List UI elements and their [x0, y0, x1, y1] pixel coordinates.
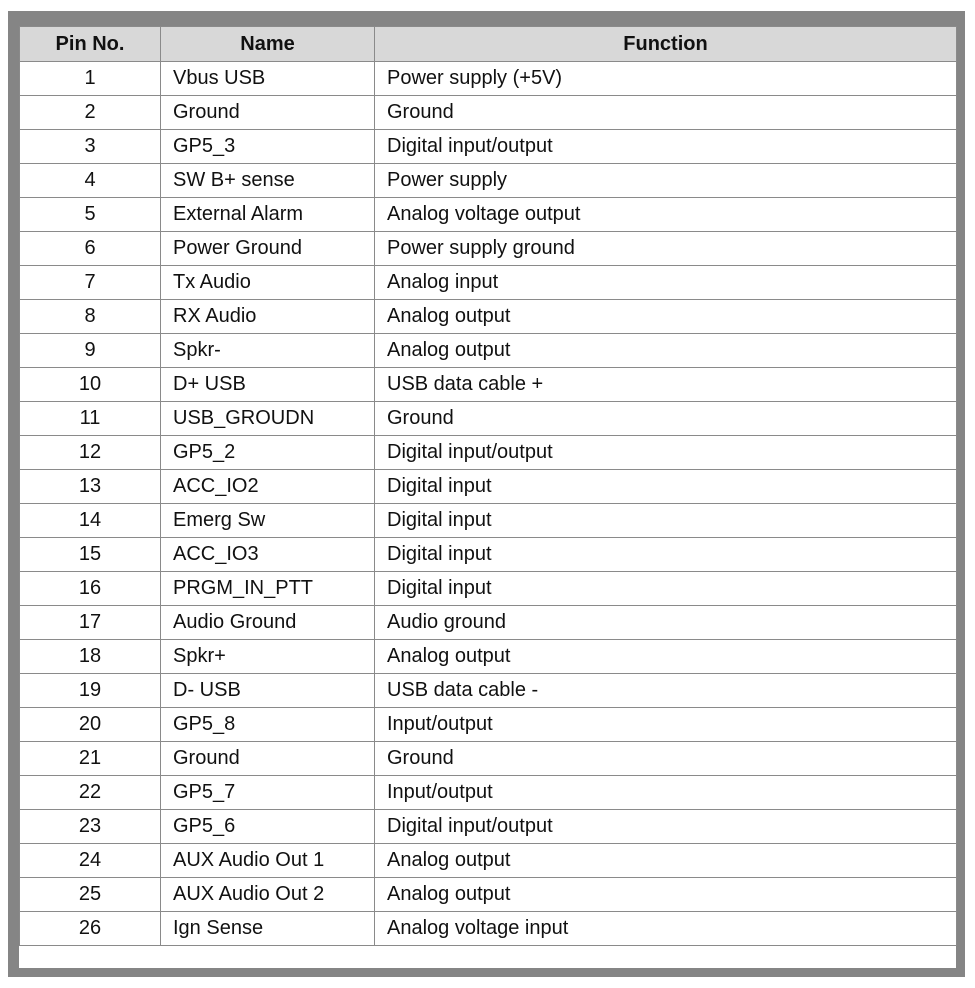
pin-number-cell: 11	[20, 402, 161, 436]
pin-function-cell: Digital input	[375, 504, 957, 538]
pin-function-cell: Input/output	[375, 708, 957, 742]
pin-function-cell: Power supply (+5V)	[375, 62, 957, 96]
pin-number-cell: 17	[20, 606, 161, 640]
pin-number-cell: 7	[20, 266, 161, 300]
table-row	[20, 198, 957, 232]
pin-number-cell: 14	[20, 504, 161, 538]
pin-name-cell: ACC_IO2	[161, 470, 375, 504]
pin-name-cell: AUX Audio Out 2	[161, 878, 375, 912]
table-row	[20, 470, 957, 504]
pin-number-cell: 9	[20, 334, 161, 368]
pin-number-cell: 6	[20, 232, 161, 266]
table-row	[20, 708, 957, 742]
table-row	[20, 368, 957, 402]
pin-name-cell: Audio Ground	[161, 606, 375, 640]
pin-function-cell: Digital input/output	[375, 810, 957, 844]
pin-function-cell: Analog input	[375, 266, 957, 300]
pin-name-cell: USB_GROUDN	[161, 402, 375, 436]
pin-number-cell: 8	[20, 300, 161, 334]
pin-name-cell: GP5_3	[161, 130, 375, 164]
pin-function-cell: Analog output	[375, 334, 957, 368]
pin-name-cell: Ground	[161, 742, 375, 776]
pin-name-cell: PRGM_IN_PTT	[161, 572, 375, 606]
pinout-table	[19, 26, 957, 946]
pin-number-cell: 25	[20, 878, 161, 912]
table-header	[20, 27, 957, 62]
table-row	[20, 62, 957, 96]
table-row	[20, 334, 957, 368]
pin-number-cell: 13	[20, 470, 161, 504]
table-row	[20, 606, 957, 640]
pin-number-cell: 16	[20, 572, 161, 606]
header-row	[20, 27, 957, 62]
table-row	[20, 742, 957, 776]
table-row	[20, 130, 957, 164]
pin-function-cell: USB data cable -	[375, 674, 957, 708]
pin-name-cell: SW B+ sense	[161, 164, 375, 198]
pin-name-cell: RX Audio	[161, 300, 375, 334]
pin-number-cell: 21	[20, 742, 161, 776]
table-row	[20, 912, 957, 946]
pin-number-cell: 24	[20, 844, 161, 878]
table-body	[20, 62, 957, 946]
pin-number-cell: 26	[20, 912, 161, 946]
pin-name-cell: D- USB	[161, 674, 375, 708]
pin-function-cell: Analog output	[375, 844, 957, 878]
table-row	[20, 844, 957, 878]
pin-number-cell: 22	[20, 776, 161, 810]
pin-name-cell: External Alarm	[161, 198, 375, 232]
pin-function-cell: Ground	[375, 402, 957, 436]
table-row	[20, 300, 957, 334]
pin-name-cell: Power Ground	[161, 232, 375, 266]
pin-number-cell: 12	[20, 436, 161, 470]
table-row	[20, 878, 957, 912]
pin-name-cell: Spkr-	[161, 334, 375, 368]
table-row	[20, 436, 957, 470]
pin-function-cell: Analog voltage input	[375, 912, 957, 946]
pin-name-cell: Ign Sense	[161, 912, 375, 946]
table-row	[20, 572, 957, 606]
table-row	[20, 538, 957, 572]
pin-name-cell: Vbus USB	[161, 62, 375, 96]
pin-name-cell: AUX Audio Out 1	[161, 844, 375, 878]
pin-name-cell: GP5_7	[161, 776, 375, 810]
table-frame	[8, 11, 965, 977]
pin-number-cell: 2	[20, 96, 161, 130]
pin-number-cell: 3	[20, 130, 161, 164]
pin-name-cell: ACC_IO3	[161, 538, 375, 572]
pin-name-cell: Emerg Sw	[161, 504, 375, 538]
pin-function-cell: Analog output	[375, 640, 957, 674]
pin-function-cell: Analog voltage output	[375, 198, 957, 232]
pin-name-cell: Spkr+	[161, 640, 375, 674]
table-row	[20, 402, 957, 436]
pin-function-cell: Analog output	[375, 300, 957, 334]
pin-name-cell: Tx Audio	[161, 266, 375, 300]
table-row	[20, 674, 957, 708]
pin-number-cell: 23	[20, 810, 161, 844]
pin-name-cell: GP5_2	[161, 436, 375, 470]
pin-name-cell: GP5_6	[161, 810, 375, 844]
table-row	[20, 96, 957, 130]
header-pin-no: Pin No.	[20, 27, 161, 62]
header-function: Function	[375, 27, 957, 62]
pin-function-cell: Ground	[375, 742, 957, 776]
pin-number-cell: 10	[20, 368, 161, 402]
pin-function-cell: Input/output	[375, 776, 957, 810]
pin-function-cell: Digital input/output	[375, 436, 957, 470]
pin-name-cell: D+ USB	[161, 368, 375, 402]
table-row	[20, 504, 957, 538]
pin-name-cell: GP5_8	[161, 708, 375, 742]
pin-function-cell: Power supply ground	[375, 232, 957, 266]
table-row	[20, 776, 957, 810]
pin-number-cell: 15	[20, 538, 161, 572]
table-row	[20, 164, 957, 198]
table-row	[20, 640, 957, 674]
pin-function-cell: Digital input/output	[375, 130, 957, 164]
pin-function-cell: Ground	[375, 96, 957, 130]
pin-number-cell: 4	[20, 164, 161, 198]
table-sheet	[19, 26, 956, 968]
pin-function-cell: Audio ground	[375, 606, 957, 640]
pin-number-cell: 20	[20, 708, 161, 742]
pin-function-cell: USB data cable +	[375, 368, 957, 402]
pin-number-cell: 19	[20, 674, 161, 708]
pin-number-cell: 18	[20, 640, 161, 674]
table-row	[20, 232, 957, 266]
pin-function-cell: Digital input	[375, 572, 957, 606]
pin-name-cell: Ground	[161, 96, 375, 130]
table-row	[20, 266, 957, 300]
pin-number-cell: 5	[20, 198, 161, 232]
header-name: Name	[161, 27, 375, 62]
pin-function-cell: Power supply	[375, 164, 957, 198]
pin-function-cell: Digital input	[375, 538, 957, 572]
pin-function-cell: Analog output	[375, 878, 957, 912]
pin-number-cell: 1	[20, 62, 161, 96]
pin-function-cell: Digital input	[375, 470, 957, 504]
table-row	[20, 810, 957, 844]
